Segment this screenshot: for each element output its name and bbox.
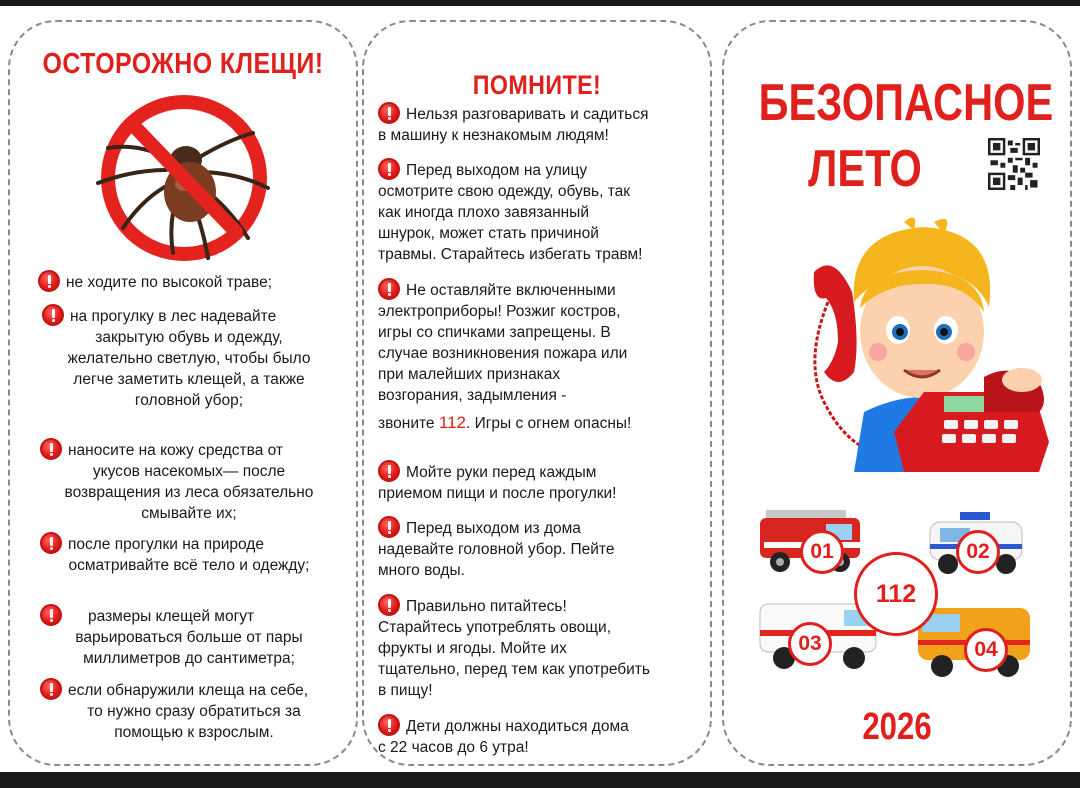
remember-item-text: возгорания, задымления -	[378, 387, 567, 404]
remember-item-text: надевайте головной убор. Пейте	[378, 541, 615, 558]
remember-item-6	[378, 594, 712, 701]
service-number-01: 01	[800, 530, 844, 574]
tick-item-text: смывайте их;	[141, 505, 237, 522]
warning-icon	[378, 460, 400, 482]
tick-item-text: не ходите по высокой траве;	[66, 274, 273, 291]
tick-item-text: то нужно сразу обратиться за	[87, 703, 301, 720]
tick-item-text: осматривайте всё тело и одежду;	[68, 557, 310, 574]
remember-item-2	[378, 158, 708, 265]
remember-item-7	[378, 714, 708, 758]
warning-icon	[378, 278, 400, 300]
warning-icon	[378, 158, 400, 180]
tick-item-2	[34, 304, 344, 411]
tick-item-text: размеры клещей могут	[88, 608, 255, 625]
remember-item-text: в машину к незнакомым людям!	[378, 127, 609, 144]
remember-item-text: игры со спичками запрещены. В	[378, 324, 611, 341]
remember-item-text: случае возникновения пожара или	[378, 345, 628, 362]
remember-item-text: Перед выходом на улицу	[406, 162, 588, 179]
remember-item-text: как иногда плохо завязанный	[378, 204, 589, 221]
tick-item-text: головной убор;	[134, 392, 244, 409]
remember-item-text: шнурок, может стать причиной	[378, 225, 599, 242]
warning-icon	[38, 270, 60, 292]
tick-item-text: помощью к взрослым.	[114, 724, 274, 741]
service-number-02: 02	[956, 530, 1000, 574]
remember-item-text: при малейших признаках	[378, 366, 561, 383]
panel-ticks	[8, 20, 358, 766]
remember-item-text: Старайтесь употреблять овощи,	[378, 619, 612, 636]
tick-item-text: после прогулки на природе	[68, 536, 264, 553]
panel-cover	[722, 20, 1072, 766]
remember-item-text: электроприборы! Розжиг костров,	[378, 303, 621, 320]
cover-title-line2: ЛЕТО	[808, 140, 922, 198]
remember-item-text: Правильно питайтесь!	[406, 598, 567, 615]
remember-item-1	[378, 102, 708, 146]
tick-item-5	[34, 604, 344, 669]
no-ticks-sign-icon	[78, 88, 288, 268]
remember-item-text: Нельзя разговаривать и садиться	[406, 106, 649, 123]
tick-item-text: если обнаружили клеща на себе,	[68, 682, 309, 699]
remember-item-5	[378, 516, 708, 581]
panel-remember	[362, 20, 712, 766]
warning-icon	[378, 102, 400, 124]
remember-item-text: фрукты и ягоды. Мойте их	[378, 640, 567, 657]
warning-icon	[40, 532, 62, 554]
remember-item-text: Перед выходом из дома	[406, 520, 581, 537]
qr-code-icon	[988, 138, 1040, 190]
tick-item-6	[34, 678, 354, 743]
emergency-number-112: 112	[854, 552, 938, 636]
tick-item-text: наносите на кожу средства от	[68, 442, 284, 459]
call-suffix: . Игры с огнем опасны!	[465, 415, 632, 432]
warning-icon	[40, 438, 62, 460]
cover-year: 2026	[862, 706, 932, 748]
warning-icon	[378, 714, 400, 736]
call-prefix: звоните	[378, 415, 435, 432]
tick-item-1	[38, 270, 338, 293]
boy-with-telephone-illustration	[794, 212, 1054, 502]
warning-icon	[378, 516, 400, 538]
remember-item-text: много воды.	[378, 562, 465, 579]
leaflet-sheet	[0, 6, 1080, 772]
tick-item-text: желательно светлую, чтобы было	[67, 350, 311, 367]
remember-item-text: Не оставляйте включенными	[406, 282, 616, 299]
service-number-04: 04	[964, 628, 1008, 672]
tick-item-text: варьироваться больше от пары	[75, 629, 303, 646]
warning-icon	[378, 594, 400, 616]
warning-icon	[40, 678, 62, 700]
remember-item-text: осмотрите свою одежду, обувь, так	[378, 183, 631, 200]
remember-item-3	[378, 278, 708, 434]
tick-item-4	[34, 532, 344, 576]
remember-item-text: приемом пищи и после прогулки!	[378, 485, 617, 502]
remember-item-4	[378, 460, 708, 504]
warning-icon	[40, 604, 62, 626]
remember-item-text: в пищу!	[378, 682, 433, 699]
tick-item-text: на прогулку в лес надевайте	[70, 308, 277, 325]
call-line	[378, 412, 708, 434]
warning-icon	[42, 304, 64, 326]
tick-item-text: возвращения из леса обязательно	[64, 484, 314, 501]
remember-item-text: травмы. Старайтесь избегать травм!	[378, 246, 643, 263]
remember-item-text: Дети должны находиться дома	[406, 718, 629, 735]
remember-item-text: Мойте руки перед каждым	[406, 464, 597, 481]
remember-item-text: с 22 часов до 6 утра!	[378, 739, 529, 756]
call-number: 112	[438, 413, 466, 432]
tick-item-text: легче заметить клещей, а также	[73, 371, 305, 388]
tick-item-text: закрытую обувь и одежду,	[95, 329, 283, 346]
tick-item-text: миллиметров до сантиметра;	[83, 650, 295, 667]
tick-item-3	[34, 438, 344, 524]
panel-ticks-title: ОСТОРОЖНО КЛЕЩИ!	[42, 48, 324, 80]
tick-item-text: укусов насекомых— после	[92, 463, 286, 480]
cover-title-line1: БЕЗОПАСНОЕ	[758, 74, 1054, 132]
service-number-03: 03	[788, 622, 832, 666]
panel-remember-title: ПОМНИТЕ!	[472, 70, 602, 100]
remember-item-text: тщательно, перед тем как употребить	[378, 661, 650, 678]
